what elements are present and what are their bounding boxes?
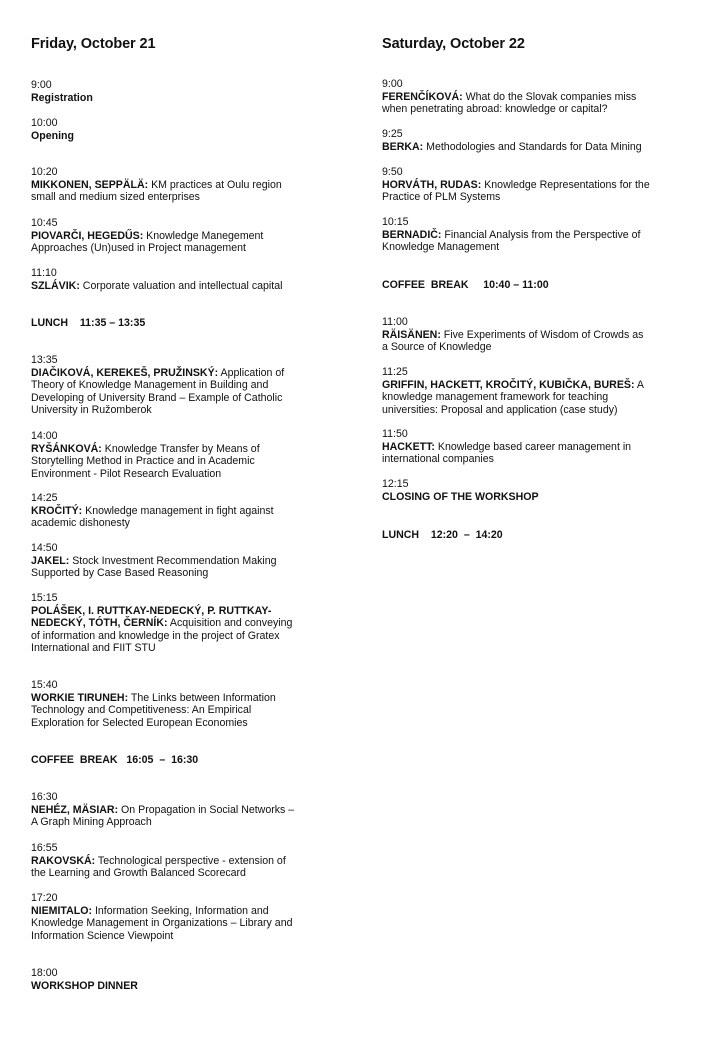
entry-title-text: Methodologies and Standards for Data Mining — [423, 140, 642, 153]
schedule-entry — [382, 166, 682, 204]
schedule-entry — [31, 679, 331, 729]
entry-time: 9:00 — [382, 78, 403, 90]
entry-line — [31, 816, 331, 829]
entry-line — [31, 379, 331, 392]
entry-title-text: Environment - Pilot Research Evaluation — [31, 467, 222, 480]
entry-line — [382, 229, 682, 242]
entry-speakers: HACKETT: — [382, 440, 435, 453]
entry-line — [31, 92, 331, 105]
entry-time: 10:20 — [31, 166, 58, 178]
entry-title-text: Application of — [218, 366, 285, 379]
entry-line — [31, 980, 331, 993]
entry-title-text: Knowledge Management in Organizations – Library and — [31, 917, 293, 930]
entry-speakers: WORKIE TIRUNEH: — [31, 691, 129, 704]
entry-speakers: NEHÉZ, MÄSIAR: — [31, 803, 119, 816]
entry-speakers: Opening — [31, 129, 74, 142]
entry-time: 13:35 — [31, 354, 58, 366]
entry-line — [382, 341, 682, 354]
entry-title-text: Information Seeking, Information and — [92, 904, 269, 917]
entry-line — [382, 141, 682, 154]
entry-time: 9:00 — [31, 79, 52, 91]
entry-line — [382, 241, 682, 254]
entry-line — [31, 230, 331, 243]
entry-line — [31, 455, 331, 468]
entry-time: 11:50 — [382, 428, 408, 440]
entry-line — [31, 404, 331, 417]
entry-title-text: The Links between Information — [128, 691, 276, 704]
entry-time: 16:30 — [31, 791, 58, 803]
entry-line — [382, 404, 682, 417]
entry-time: 14:50 — [31, 542, 58, 554]
entry-time: 9:50 — [382, 166, 403, 178]
entry-line — [382, 391, 682, 404]
schedule-entry — [382, 78, 682, 116]
schedule-entry — [31, 166, 331, 204]
entry-speakers: KROČITÝ: — [31, 504, 83, 517]
entry-line — [31, 179, 331, 192]
entry-time: 12:15 — [382, 478, 409, 490]
entry-title-text: Financial Analysis from the Perspective of — [441, 228, 641, 241]
schedule-entry — [31, 892, 331, 942]
schedule-entry — [382, 478, 682, 503]
entry-time: 9:25 — [382, 128, 403, 140]
entry-title-text: academic dishonesty — [31, 517, 130, 530]
entry-speakers: WORKSHOP DINNER — [31, 979, 138, 992]
entry-title-text: the Learning and Growth Balanced Scorecard — [31, 867, 246, 880]
entry-title-text: Information Science Viewpoint — [31, 929, 174, 942]
entry-line — [31, 468, 331, 481]
schedule-entry — [382, 366, 682, 416]
entry-time: 15:15 — [31, 592, 58, 604]
entry-line — [31, 517, 331, 530]
entry-line — [382, 91, 682, 104]
schedule-entry — [382, 216, 682, 254]
entry-line — [31, 917, 331, 930]
entry-speakers: DIAČIKOVÁ, KEREKEŠ, PRUŽINSKÝ: — [31, 366, 219, 379]
entry-title-text: Knowledge based career management in — [434, 440, 632, 453]
schedule-entry — [382, 128, 682, 153]
entry-line — [31, 905, 331, 918]
entry-time: 17:20 — [31, 892, 58, 904]
entry-speakers: SZLÁVIK: — [31, 279, 80, 292]
entry-line — [31, 855, 331, 868]
entry-title-text: Knowledge Management — [382, 241, 500, 254]
entry-title-text: University in Ružomberok — [31, 404, 152, 417]
entry-time: 10:45 — [31, 217, 58, 229]
entry-title-text: Approaches (Un)used in Project management — [31, 242, 246, 255]
entry-line — [31, 617, 331, 630]
entry-title-text: Acquisition and conveying — [167, 617, 293, 630]
schedule-entry — [31, 967, 331, 992]
entry-speakers: Registration — [31, 91, 93, 104]
friday-title: Friday, October 21 — [31, 36, 156, 52]
entry-line — [31, 191, 331, 204]
entry-speakers: FERENČÍKOVÁ: — [382, 90, 463, 103]
entry-speakers: BERNADIČ: — [382, 228, 442, 241]
entry-title-text: A Graph Mining Approach — [31, 816, 152, 829]
entry-line — [382, 379, 682, 392]
entry-title-text: Knowledge Manegement — [143, 229, 264, 242]
entry-title-text: A — [634, 378, 644, 391]
entry-line — [31, 505, 331, 518]
entry-line — [31, 630, 331, 643]
entry-title-text: Corporate valuation and intellectual capital — [79, 279, 283, 292]
entry-line — [382, 453, 682, 466]
entry-line — [382, 179, 682, 192]
schedule-entry — [31, 492, 331, 530]
schedule-entry — [31, 217, 331, 255]
entry-title-text: Knowledge Transfer by Means of — [101, 442, 260, 455]
entry-line — [31, 367, 331, 380]
coffee-break: COFFEE BREAK 16:05 – 16:30 — [31, 754, 199, 766]
entry-line — [31, 392, 331, 405]
entry-title-text: Theory of Knowledge Management in Building and — [31, 379, 269, 392]
entry-title-text: Storytelling Method in Practice and in Academic — [31, 455, 255, 468]
entry-title-text: Stock Investment Recommendation Making — [69, 554, 277, 567]
entry-speakers: PIOVARČI, HEGEDŰS: — [31, 229, 144, 242]
entry-title-text: small and medium sized enterprises — [31, 191, 200, 204]
entry-line — [31, 717, 331, 730]
entry-speakers: RÄISÄNEN: — [382, 328, 441, 341]
entry-line — [31, 555, 331, 568]
entry-line — [382, 491, 682, 504]
entry-speakers: RYŠÁNKOVÁ: — [31, 442, 102, 455]
entry-title-text: International and FIIT STU — [31, 642, 156, 655]
entry-title-text: KM practices at Oulu region — [148, 178, 282, 191]
schedule-entry — [31, 542, 331, 580]
entry-line — [382, 191, 682, 204]
entry-title-text: a Source of Knowledge — [382, 341, 492, 354]
entry-time: 18:00 — [31, 967, 58, 979]
schedule-entry — [31, 267, 331, 292]
schedule-entry — [382, 316, 682, 354]
entry-speakers: POLÁŠEK, I. RUTTKAY-NEDECKÝ, P. RUTTKAY- — [31, 604, 272, 617]
saturday-title: Saturday, October 22 — [382, 36, 525, 52]
entry-line — [31, 130, 331, 143]
schedule-entry — [31, 430, 331, 480]
entry-line — [31, 443, 331, 456]
schedule-entry — [31, 79, 331, 104]
entry-line — [382, 441, 682, 454]
entry-line — [31, 867, 331, 880]
coffee-break: COFFEE BREAK 10:40 – 11:00 — [382, 279, 549, 291]
entry-line — [31, 642, 331, 655]
entry-title-text: Technology and Competitiveness: An Empirical — [31, 704, 252, 717]
entry-time: 11:25 — [382, 366, 408, 378]
entry-title-text: international companies — [382, 453, 494, 466]
entry-time: 10:15 — [382, 216, 409, 228]
entry-line — [31, 804, 331, 817]
entry-time: 11:00 — [382, 316, 408, 328]
entry-line — [31, 704, 331, 717]
entry-title-text: knowledge management framework for teaching — [382, 391, 609, 404]
entry-title-text: when penetrating abroad: knowledge or capital? — [382, 103, 608, 116]
entry-title-text: universities: Proposal and application (case study) — [382, 403, 618, 416]
schedule-entry — [31, 842, 331, 880]
entry-line — [31, 605, 331, 618]
entry-time: 15:40 — [31, 679, 58, 691]
entry-line — [31, 280, 331, 293]
entry-speakers: CLOSING OF THE WORKSHOP — [382, 490, 539, 503]
entry-time: 10:00 — [31, 117, 58, 129]
entry-speakers: JAKEL: — [31, 554, 70, 567]
lunch-break: LUNCH 12:20 – 14:20 — [382, 529, 503, 541]
entry-speakers: HORVÁTH, RUDAS: — [382, 178, 482, 191]
entry-line — [31, 567, 331, 580]
entry-title-text: Knowledge Representations for the — [481, 178, 650, 191]
entry-line — [31, 242, 331, 255]
schedule-entry — [31, 117, 331, 142]
entry-title-text: Exploration for Selected European Economies — [31, 716, 248, 729]
entry-title-text: What do the Slovak companies miss — [462, 90, 637, 103]
entry-speakers: GRIFFIN, HACKETT, KROČITÝ, KUBIČKA, BUREŠ: — [382, 378, 635, 391]
entry-title-text: On Propagation in Social Networks – — [118, 803, 295, 816]
entry-title-text: Knowledge management in fight against — [82, 504, 274, 517]
entry-line — [31, 930, 331, 943]
entry-speakers: BERKA: — [382, 140, 424, 153]
entry-speakers-continued: NEDECKÝ, TÓTH, ČERNÍK: — [31, 617, 168, 630]
entry-line — [382, 329, 682, 342]
entry-speakers: NIEMITALO: — [31, 904, 93, 917]
entry-title-text: of information and knowledge in the project of Gratex — [31, 629, 280, 642]
entry-line — [382, 103, 682, 116]
lunch-break: LUNCH 11:35 – 13:35 — [31, 317, 146, 329]
entry-line — [31, 692, 331, 705]
entry-title-text: Technological perspective - extension of — [95, 854, 286, 867]
schedule-entry — [31, 354, 331, 417]
entry-time: 16:55 — [31, 842, 58, 854]
entry-title-text: Supported by Case Based Reasoning — [31, 567, 209, 580]
schedule-entry — [382, 428, 682, 466]
entry-time: 14:25 — [31, 492, 58, 504]
schedule-entry — [31, 791, 331, 829]
schedule-entry — [31, 592, 331, 655]
entry-time: 14:00 — [31, 430, 58, 442]
entry-title-text: Developing of University Brand – Example of Catholic — [31, 391, 283, 404]
entry-speakers: RAKOVSKÁ: — [31, 854, 96, 867]
entry-title-text: Practice of PLM Systems — [382, 191, 501, 204]
entry-title-text: Five Experiments of Wisdom of Crowds as — [440, 328, 644, 341]
entry-speakers: MIKKONEN, SEPPÄLÄ: — [31, 178, 149, 191]
entry-time: 11:10 — [31, 267, 57, 279]
